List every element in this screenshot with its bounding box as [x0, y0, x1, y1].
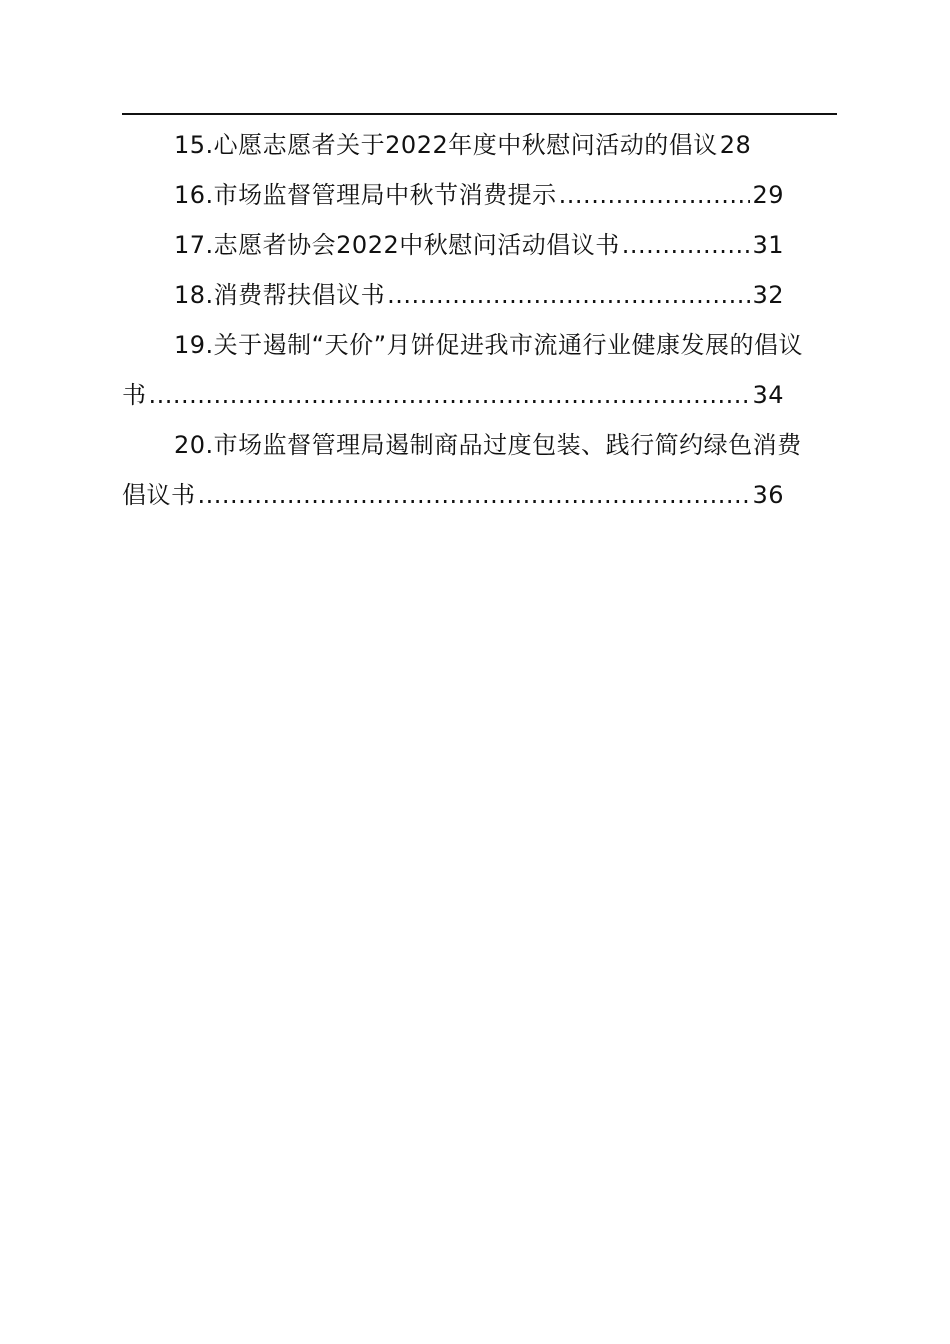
table-of-contents — [122, 120, 837, 520]
toc-entry-title: 16.市场监督管理局中秋节消费提示 — [174, 181, 557, 209]
toc-entry-title: 15.心愿志愿者关于2022年度中秋慰问活动的倡议 — [174, 131, 718, 159]
header-rule — [122, 113, 837, 115]
toc-entry-page: 31 — [752, 231, 784, 259]
toc-entry-19-line1[interactable] — [122, 320, 837, 370]
toc-entry-page: 36 — [752, 481, 784, 509]
dot-leader — [196, 470, 751, 520]
toc-entry-page: 28 — [719, 131, 752, 159]
toc-entry-17[interactable] — [122, 220, 784, 270]
toc-entry-18[interactable] — [122, 270, 784, 320]
dot-leader — [147, 370, 751, 420]
toc-entry-title: 17.志愿者协会2022中秋慰问活动倡议书 — [174, 231, 620, 259]
toc-entry-title-continued: 倡议书 — [122, 481, 196, 509]
toc-entry-15[interactable] — [122, 120, 837, 170]
toc-entry-title: 19.关于遏制“天价”月饼促进我市流通行业健康发展的倡议 — [174, 331, 804, 359]
toc-entry-title: 20.市场监督管理局遏制商品过度包装、践行简约绿色消费 — [174, 431, 802, 459]
toc-entry-20-line2[interactable] — [122, 470, 784, 520]
dot-leader — [557, 170, 751, 220]
toc-entry-title-continued: 书 — [122, 381, 147, 409]
toc-entry-title: 18.消费帮扶倡议书 — [174, 281, 386, 309]
toc-entry-19-line2[interactable] — [122, 370, 784, 420]
toc-entry-page: 34 — [752, 381, 784, 409]
toc-entry-20-line1[interactable] — [122, 420, 837, 470]
dot-leader — [620, 220, 751, 270]
toc-entry-16[interactable] — [122, 170, 784, 220]
dot-leader — [385, 270, 750, 320]
toc-entry-page: 32 — [752, 281, 784, 309]
toc-entry-page: 29 — [752, 181, 784, 209]
